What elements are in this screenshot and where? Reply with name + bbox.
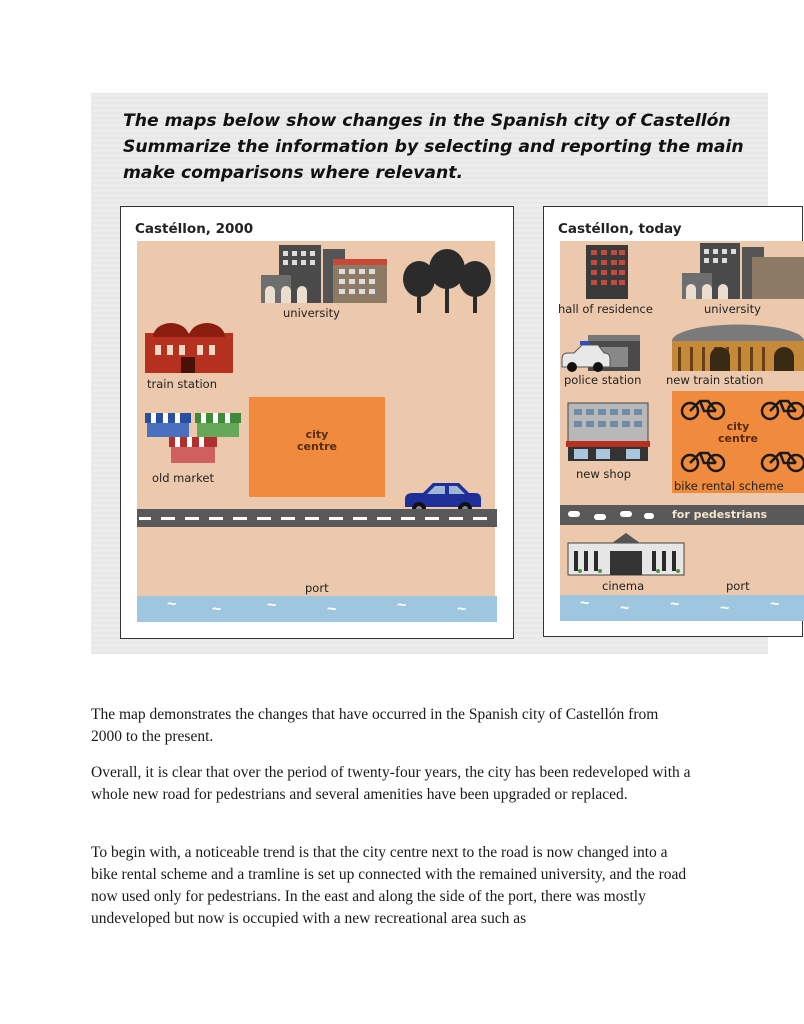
label-port: port — [726, 579, 750, 593]
label-university: university — [283, 306, 340, 320]
trees-icon — [399, 249, 495, 315]
cinema-icon — [566, 533, 686, 577]
exam-map-image — [91, 93, 784, 654]
label-new-shop: new shop — [576, 467, 632, 481]
map-today — [543, 206, 803, 637]
hall-of-residence-icon — [584, 243, 630, 299]
label-old-market: old market — [152, 471, 214, 485]
map-2000-title: Castéllon, 2000 — [135, 221, 254, 237]
label-bike-rental: bike rental scheme — [674, 479, 784, 493]
university-icon — [682, 243, 804, 301]
map-today-title: Castéllon, today — [558, 221, 682, 237]
sea: ~ ~ ~ ~ ~ — [560, 595, 804, 621]
new-train-station-icon — [670, 325, 804, 371]
road — [137, 509, 497, 527]
paragraph-2: Overall, it is clear that over the period of twenty-four years, the city has been redeveloped with a whole new road for pedestrians and several amenities have been upgraded or replaced. — [91, 764, 691, 803]
label-new-train-station: new train station — [666, 373, 764, 387]
label-city-centre: city centre — [297, 428, 337, 453]
pedestrian-road — [560, 505, 804, 525]
label-port: port — [305, 581, 329, 595]
task-heading — [123, 108, 744, 186]
heading-line-1: The maps below show changes in the Spanish city of Castellón — [123, 111, 731, 131]
train-station-icon — [143, 319, 235, 375]
paragraph-3: To begin with, a noticeable trend is that the city centre next to the road is now changed into a bike rental scheme and a tramline is set up connected with the remained university, and the road now used only for pedestrians. In the east and along the side of the port, there was mostly undeveloped but now is occupied with a new recreational area such as — [91, 844, 687, 927]
heading-line-3: make comparisons where relevant. — [123, 163, 463, 183]
label-for-pedestrians: for pedestrians — [672, 508, 768, 521]
paragraph-1: The map demonstrates the changes that have occurred in the Spanish city of Castellón from 2000 to the present. — [91, 706, 659, 745]
label-police-station: police station — [564, 373, 642, 387]
label-cinema: cinema — [602, 579, 645, 593]
label-train-station: train station — [147, 377, 217, 391]
label-city-centre: city centre — [718, 420, 758, 445]
heading-line-2: Summarize the information by selecting and reporting the main — [123, 137, 744, 157]
new-shop-icon — [566, 401, 650, 463]
sea: ~ ~ ~ ~ ~ ~ — [137, 596, 497, 622]
police-station-icon — [560, 329, 642, 373]
label-university: university — [704, 302, 761, 316]
university-icon — [261, 245, 389, 307]
old-market-icon — [143, 411, 243, 467]
label-hall-of-residence: hall of residence — [558, 302, 653, 316]
map-2000 — [120, 206, 514, 639]
